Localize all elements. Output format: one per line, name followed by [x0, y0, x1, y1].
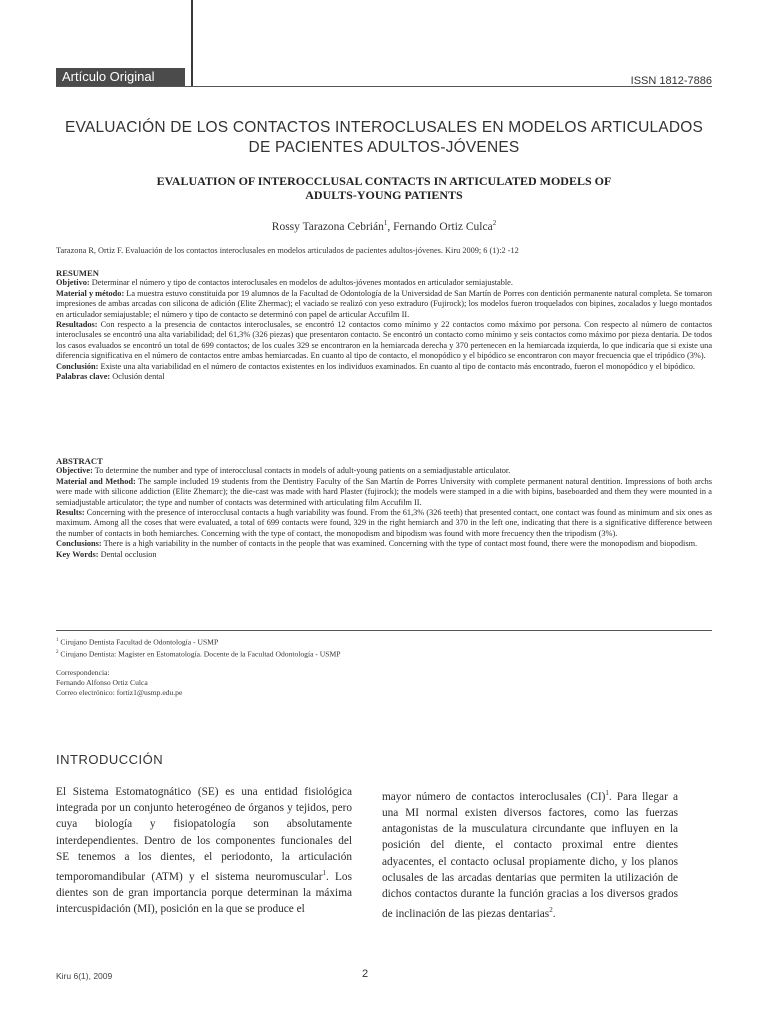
- resumen-objective-label: Objetivo:: [56, 278, 90, 288]
- page-number: 2: [362, 968, 369, 980]
- journal-footer: Kiru 6(1), 2009: [56, 971, 113, 981]
- title-spanish-line-1: EVALUACIÓN DE LOS CONTACTOS INTEROCLUSALES EN MODELOS ARTICULADOS: [64, 119, 704, 136]
- resumen-block: [56, 268, 712, 382]
- title-spanish-line-2: DE PACIENTES ADULTOS-JÓVENES: [248, 139, 520, 156]
- introduction-heading: INTRODUCCIÓN: [56, 752, 164, 767]
- footnote-2-text: Cirujano Dentista: Magíster en Estomatología. Docente de la Facultad Odontología - USMP: [58, 649, 341, 659]
- resumen-method: [56, 289, 712, 320]
- intro-left-ref-1: 1: [322, 869, 326, 878]
- abstract-results: [56, 508, 712, 539]
- abstract-objective: [56, 466, 712, 476]
- abstract-conclusions-text: There is a high variability in the number of contacts in the people that was examined. Concerning with the type of contact most found, there were the monopodism and biopodism.: [101, 539, 698, 549]
- authors: [56, 219, 712, 233]
- intro-right-text-1: mayor número de contactos interoclusales (CI): [382, 790, 606, 803]
- title-english-line-1: EVALUATION OF INTEROCCLUSAL CONTACTS IN ARTICULATED MODELS OF: [156, 174, 612, 188]
- footnotes: [56, 636, 556, 659]
- footnote-1: [56, 636, 556, 648]
- abstract-heading: ABSTRACT: [56, 456, 103, 466]
- section-badge: Artículo Original: [56, 68, 185, 86]
- resumen-results-label: Resultados:: [56, 320, 98, 330]
- abstract-method-label: Material and Method:: [56, 476, 136, 486]
- resumen-objective-text: Determinar el número y tipo de contactos interoclusales en modelos de adultos-jóvenes montados en articulador semiajustable.: [89, 278, 513, 288]
- header-vertical-rule: [191, 0, 193, 86]
- resumen-conclusion: [56, 362, 712, 372]
- footnote-rule: [56, 630, 712, 631]
- intro-right-ref-1: 1: [605, 789, 609, 797]
- resumen-results: [56, 320, 712, 362]
- title-spanish: [56, 118, 712, 158]
- intro-left-text-1: El Sistema Estomatognático (SE) es una entidad fisiológica integrada por un conjunto heterogéneo de órganos y tejidos, pero cuya biología y fisiopatología son absolutamente interdependientes. Dentro de los componentes funcionales del SE tenemos a los dientes, el periodonto, la articulación temporomandibular (ATM) y el sistema neuromuscular: [56, 786, 352, 883]
- introduction-right-column: [382, 785, 678, 922]
- abstract-block: [56, 456, 712, 560]
- resumen-method-label: Material y método:: [56, 288, 125, 298]
- abstract-results-label: Results:: [56, 508, 85, 518]
- abstract-conclusions: [56, 539, 712, 549]
- abstract-objective-label: Objective:: [56, 466, 93, 476]
- correspondence: [56, 668, 556, 698]
- intro-right-text-3: .: [552, 907, 556, 920]
- author-2: Fernando Ortiz Culca: [393, 220, 493, 233]
- author-1-affiliation: 1: [383, 219, 388, 227]
- abstract-method-text: The sample included 19 students from the Dentistry Faculty of the San Martín de Porres University with complete permanent natural dentition. Impressions of both archs were made with silicone addiction (Elite Zhemarc); the die-cast was made with hard Plaster (fujirock); the models were stamped in a die with bipins, baseboarded and them they were mounted in a semiadjustable articulator; the type and number of contacts was determined with articulating film Accufilm II.: [56, 476, 713, 507]
- resumen-objective: [56, 278, 712, 288]
- abstract-objective-text: To determine the number and type of interocclusal contacts in models of adult-young patients on a semiadjustable articulator.: [92, 466, 511, 476]
- introduction-left-column: [56, 784, 352, 917]
- citation: Tarazona R, Ortiz F. Evaluación de los contactos interoclusales en modelos articulados de pacientes adultos-jóvenes. Kiru 2009; 6 (1):2 -12: [56, 246, 519, 255]
- author-2-affiliation: 2: [492, 219, 497, 227]
- title-english: [90, 174, 678, 202]
- abstract-keywords-text: Dental occlusion: [98, 549, 157, 559]
- title-english-line-2: ADULTS-YOUNG PATIENTS: [305, 188, 463, 202]
- abstract-results-text: Concerning with the presence of interocclusal contacts a hugh variability was found. From the 61,3% (326 teeth) that presented contact, one contact was found as minimum and six ones as maximum. Among all the coses that were evaluated, a total of 699 contacts were found, 329 in the right hemiarch and 370 in the left one, indicating that there is a significative difference between the number of contacts in both hemiarches. Concerning with the type of contact, the monopodism and bipodism was found with more frecuency then the tripodism (3%).: [56, 508, 712, 538]
- resumen-keywords: [56, 372, 712, 382]
- footnote-1-mark: 1: [56, 638, 59, 643]
- footnote-1-text: Cirujano Dentista Facultad de Odontología - USMP: [58, 637, 219, 647]
- footnote-2: [56, 648, 556, 660]
- intro-right-text-2: . Para llegar a una MI normal existen diversos factores, como las fuerzas antagonistas de la musculatura circundante que influyen en la posición del diente, el contacto proximal entre dientes adyacentes, el contacto oclusal propiamente dicho, y los planos oclusales de las arcadas dentarias que permiten la utilización de dichos contactos durante la función gracias a los diversos grados de inclinación de las piezas dentarias: [382, 790, 678, 920]
- issn: ISSN 1812-7886: [630, 75, 712, 87]
- intro-left-text-2: . Los dientes son de gran importancia porque determinan la máxima intercuspidación (MI), posición en la que se produce el: [56, 870, 352, 916]
- abstract-conclusions-label: Conclusions:: [56, 539, 102, 549]
- resumen-method-text: La muestra estuvo constituida por 19 alumnos de la Facultad de Odontología de la Universidad de San Martín de Porres con dentición permanente natural completa. Se tomaron impresiones de ambas arcadas con silicona de adición (Elite Zhermac); el vaciado se realizó con yeso extraduro (Fujirock); los modelos fueron troquelados con bipines, zocalados y luego montados en articulador semiajustable; el número y tipo de contacto se determinó con papel de articular Accufilm II.: [56, 288, 712, 319]
- abstract-method: [56, 477, 712, 508]
- author-1: Rossy Tarazona Cebrián: [271, 220, 384, 233]
- intro-right-ref-2: 2: [549, 906, 553, 915]
- abstract-keywords: [56, 550, 712, 560]
- resumen-conclusion-text: Existe una alta variabilidad en el número de contactos existentes en los individuos examinados. En cuanto al tipo de contacto más encontrado, fueron el monopódico y el bipódico.: [98, 361, 695, 371]
- author-separator: ,: [387, 220, 394, 233]
- resumen-results-text: Con respecto a la presencia de contactos interoclusales, se encontró 12 contactos como mínimo y 22 contactos como máximo por persona. Con respecto al número de contactos interoclusales se encontró una alta variabilidad; del 61,3% (326 piezas) que presentaron contacto. Se encontró un contacto como mínimo y seis contactos como máximo por pieza dentaria. De todos los casos evaluados se encontró un total de 699 contactos; de los cuales 329 se encontraron en la hemiarcada derecha y 370 pertenecen en la hemiarcada izquierda, lo que indicaría que si existe una diferencia significativa en el número de contactos entre ambas hemiarcadas. En cuanto al tipo de contacto, el monopódico y el bipódico se encontraron con mayor frecuencia que el tripódico (3%).: [56, 320, 712, 361]
- correspondence-name: Fernando Alfonso Ortiz Culca: [56, 678, 148, 687]
- header-rule: [56, 86, 712, 87]
- correspondence-label: Correspondencia:: [56, 668, 110, 677]
- resumen-keywords-label: Palabras clave:: [56, 372, 111, 382]
- resumen-heading: RESUMEN: [56, 268, 99, 278]
- abstract-keywords-label: Key Words:: [56, 549, 99, 559]
- resumen-keywords-text: Oclusión dental: [110, 372, 165, 382]
- correspondence-email: Correo electrónico: fortiz1@usmp.edu.pe: [56, 688, 183, 697]
- footnote-2-mark: 2: [56, 649, 59, 655]
- resumen-conclusion-label: Conclusión:: [56, 361, 99, 371]
